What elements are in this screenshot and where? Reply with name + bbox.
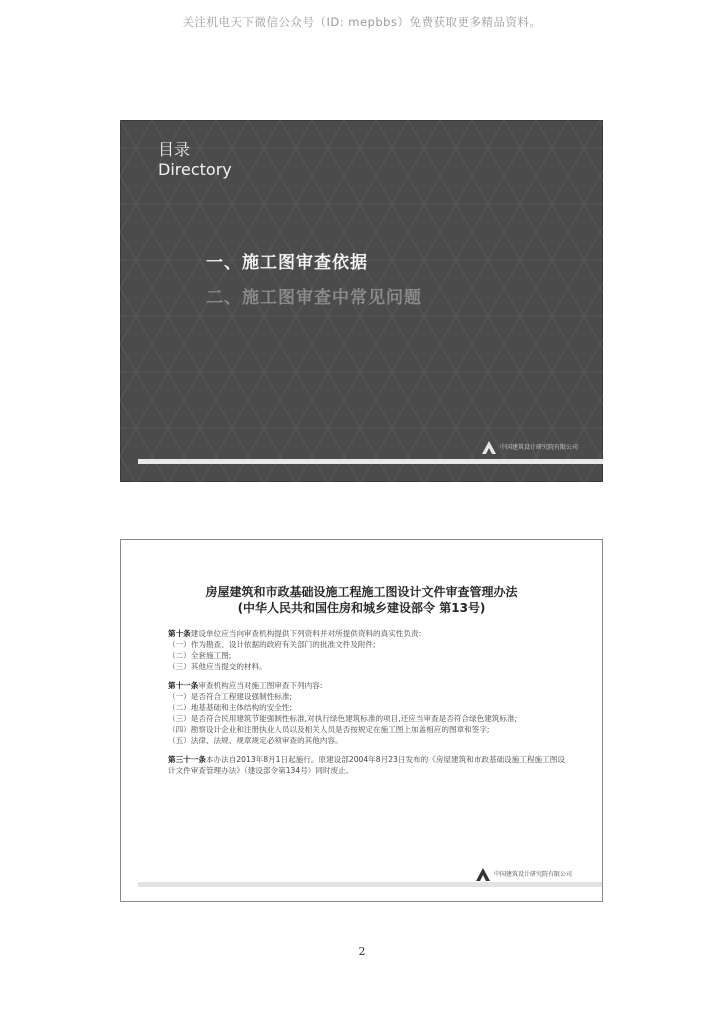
article-line: （二）全套施工图;	[168, 651, 232, 660]
company-logo-text: 中国建筑设计研究院有限公司	[494, 871, 573, 878]
company-logo-text: 中国建筑设计研究院有限公司	[500, 444, 579, 451]
regulation-title: 房屋建筑和市政基础设施工程施工图设计文件审查管理办法	[205, 585, 518, 599]
directory-item-1: 一、施工图审查依据	[206, 253, 368, 273]
article-line: （一）是否符合工程建设强制性标准;	[168, 692, 293, 701]
article-text: 建设单位应当向审查机构提供下列资料并对所提供资料的真实性负责:	[190, 629, 422, 638]
article-line: （一）作为勘查、设计依据的政府有关部门的批准文件及附件;	[168, 640, 376, 649]
article-31	[168, 754, 568, 776]
article-line: （五）法律、法规、规章规定必须审查的其他内容。	[168, 736, 343, 745]
directory-title-en: Directory	[158, 160, 232, 179]
article-lead: 第十一条	[168, 681, 199, 690]
slide-regulation	[120, 539, 603, 902]
company-logo-icon	[476, 868, 490, 881]
article-text: 本办法自2013年8月1日起施行。原建设部2004年8月23日发布的《房屋建筑和市政基础设施工程施工图设计文件审查管理办法》（建设部令第134号）同时废止。	[168, 755, 565, 775]
page-number: 2	[358, 945, 366, 958]
watermark-text: 关注机电天下微信公众号（ID: mepbbs）免费获取更多精品资料。	[182, 15, 542, 29]
regulation-body	[168, 628, 568, 776]
directory-title	[158, 140, 232, 180]
company-logo-icon	[482, 441, 496, 454]
article-10	[168, 628, 568, 639]
article-line: （二）地基基础和主体结构的安全性;	[168, 703, 293, 712]
article-line: （三）其他应当提交的材料。	[168, 662, 267, 671]
article-line: （三）是否符合民用建筑节能强制性标准,对执行绿色建筑标准的项目,还应当审查是否符合绿色建筑标准;	[168, 714, 518, 723]
directory-item-2: 二、施工图审查中常见问题	[206, 288, 422, 308]
slide-directory	[120, 120, 603, 482]
company-logo	[482, 441, 578, 454]
regulation-subtitle: (中华人民共和国住房和城乡建设部令 第13号)	[237, 601, 486, 615]
directory-title-cn: 目录	[158, 140, 191, 159]
article-lead: 第三十一条	[168, 755, 206, 764]
slide-footer-bar	[138, 882, 602, 887]
slide-footer-bar	[138, 459, 603, 464]
company-logo	[476, 868, 572, 881]
article-11	[168, 680, 568, 691]
article-text: 审查机构应当对施工图审查下列内容:	[198, 681, 323, 690]
article-lead: 第十条	[168, 629, 191, 638]
article-line: （四）勘察设计企业和注册执业人员以及相关人员是否按规定在施工图上加盖相应的图章和签字;	[168, 725, 490, 734]
